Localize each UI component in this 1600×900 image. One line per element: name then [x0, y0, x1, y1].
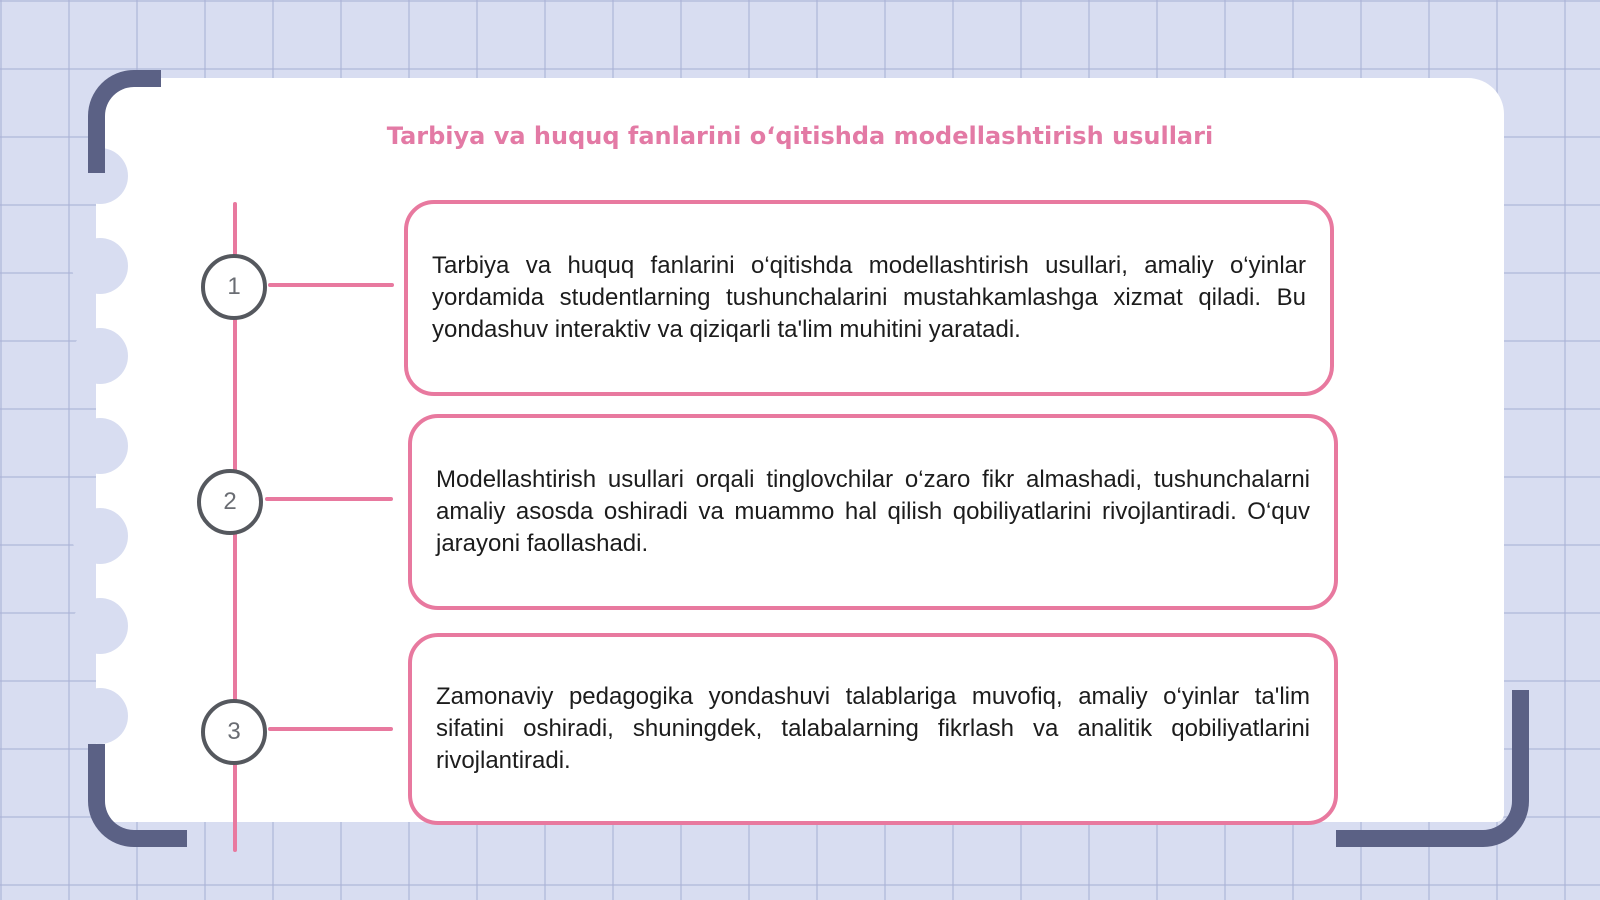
- paper-scallop: [72, 508, 128, 564]
- corner-bracket-top-left: [88, 70, 161, 173]
- paper-scallop: [72, 238, 128, 294]
- timeline-card-3: [408, 633, 1338, 825]
- timeline-card-1: [404, 200, 1334, 396]
- timeline-card-text: Modellashtirish usullari orqali tinglovchilar o‘zaro fikr almashadi, tushunchalarni amaliy asosda oshiradi va muammo hal qilish qobiliyatlarini rivojlantiradi. O‘quv jarayoni faollashadi.: [436, 466, 1310, 557]
- corner-bracket-bottom-left: [88, 744, 187, 847]
- timeline-connector: [268, 283, 394, 287]
- timeline-marker-2: 2: [197, 469, 263, 535]
- timeline-connector: [265, 497, 393, 501]
- timeline-card-2: [408, 414, 1338, 610]
- timeline-card-text: Zamonaviy pedagogika yondashuvi talablariga muvofiq, amaliy o‘yinlar ta'lim sifatini oshiradi, shuningdek, talabalarning fikrlash va analitik qobiliyatlarini rivojlantiradi.: [436, 683, 1310, 774]
- timeline-marker-3: 3: [201, 699, 267, 765]
- paper-scallop: [72, 688, 128, 744]
- slide-title: Tarbiya va huquq fanlarini oʻqitishda modellashtirish usullari: [386, 122, 1214, 150]
- paper-scallop: [72, 598, 128, 654]
- timeline-marker-1: 1: [201, 254, 267, 320]
- timeline-connector: [268, 727, 393, 731]
- timeline-card-text: Tarbiya va huquq fanlarini o‘qitishda modellashtirish usullari, amaliy o‘yinlar yordamida studentlarning tushunchalarini mustahkamlashga xizmat qiladi. Bu yondashuv interaktiv va qiziqarli ta'lim muhitini yaratadi.: [432, 252, 1306, 343]
- paper-scallop: [72, 328, 128, 384]
- corner-bracket-bottom-right: [1336, 690, 1529, 847]
- paper-scallop: [72, 418, 128, 474]
